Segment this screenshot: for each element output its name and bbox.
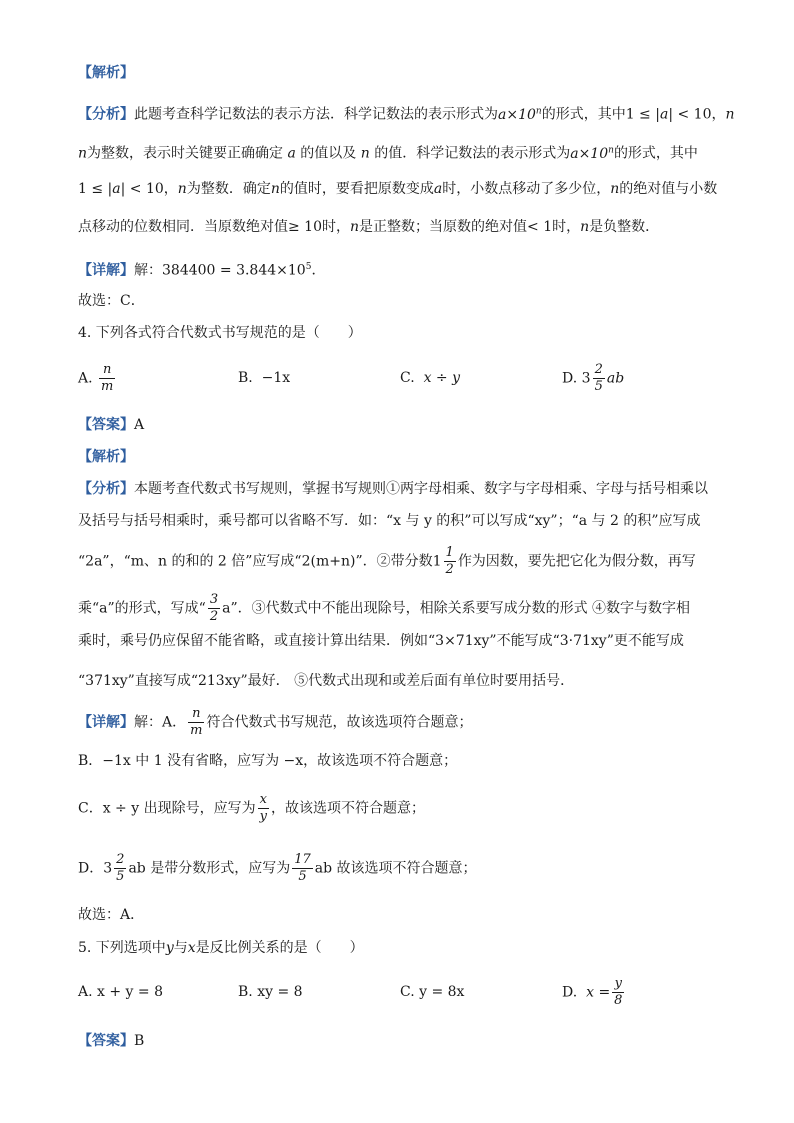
option-label: C. <box>400 370 415 386</box>
text: 的形式，其中 <box>613 145 698 162</box>
text: 为整数，表示时关键要正确确定 <box>87 145 284 162</box>
q5-option-b: B. xy = 8 <box>238 984 303 1000</box>
analysis4-line-6: “371xy”直接写成“213xy”最好． ⑤代数式出现和或差后面有单位时要用括号． <box>78 673 575 689</box>
analysis-line-2: n为整数，表示时关键要正确确定 a 的值以及 n 的值．科学记数法的表示形式为$a\times 10^n$的形式，其中 <box>78 145 698 162</box>
question-4-stem: 4. 下列各式符合代数式书写规范的是（ ） <box>78 325 362 341</box>
text: D． <box>78 860 104 877</box>
text: 的绝对值与小数 <box>619 181 718 197</box>
q5-option-d <box>562 976 626 1009</box>
math-expr: x ÷ y <box>423 370 461 386</box>
question-5-stem: 5. 下列选项中y与x是反比例关系的是（ ） <box>78 940 364 956</box>
q4-option-d: D. 3 $\frac{2}{5}$ ab <box>562 362 625 394</box>
text: a”．③代数式中不能出现除号，相除关系要写成分数的形式 ④数字与数字相 <box>222 600 691 617</box>
text: 的形式，其中 <box>541 106 626 123</box>
text: 本题考查代数式书写规则，掌握书写规则①两字母相乘、数字与字母相乘、字母与括号相乘以 <box>134 481 708 497</box>
daan-tag: 【答案】 <box>78 417 134 433</box>
answer-value: A <box>134 417 145 433</box>
text: 作为因数，要先把它化为假分数，再写 <box>457 553 696 570</box>
analysis-line-3: 1 ≤ |a| < 10，n为整数．确定n的值时，要看把原数变成a时，小数点移动了多少位，n的绝对值与小数 <box>78 181 718 197</box>
answer-value: B <box>134 1033 145 1049</box>
analysis4-line-3: “2a”，“m、n 的和的 2 倍”应写成“2(m+n)”．②带分数1 $\frac{1}{2}$ 作为因数，要先把它化为假分数，再写 <box>78 545 696 577</box>
text: ， <box>163 181 178 197</box>
xiangjie-tag: 【详解】 <box>78 262 134 279</box>
exponent: 5 <box>305 262 312 272</box>
fraction-3-2: $\frac{3}{2}$ <box>209 592 219 624</box>
text: 点移动的位数相同．当原数绝对值 <box>78 219 288 235</box>
choose-line-2: 故选：A． <box>78 907 145 923</box>
fraction-y-8: $\frac{y}{8}$ <box>614 976 623 1008</box>
q4-option-c <box>400 370 460 386</box>
fraction-2-5: $\frac{2}{5}$ <box>594 362 603 394</box>
xiangjie-tag: 【详解】 <box>78 714 134 731</box>
fraction-n-m: $\frac{n}{m}$ <box>101 362 114 394</box>
text: 时，小数点移动了多少位， <box>442 181 611 197</box>
text: 是反比例关系的是（ ） <box>195 940 364 956</box>
fenxi-tag: 【分析】 <box>78 106 134 123</box>
text: 时， <box>552 219 581 235</box>
text: “2a”，“m、n 的和的 2 倍”应写成“2(m+n)”．②带分数 <box>78 553 433 570</box>
fraction-1-2: $\frac{1}{2}$ <box>445 545 454 577</box>
option-label: B. <box>238 370 253 386</box>
analysis4-line-5: 乘时，乘号仍应保留不能省略，或直接计算出结果．例如“3×71xy”不能写成“3·71xy”更不能写成 <box>78 633 684 649</box>
detail4-b: B．−1x 中 1 没有省略，应写为 −x，故该选项不符合题意； <box>78 753 458 769</box>
math-expr: 384400 = 3.844×10 <box>162 262 306 279</box>
fraction-17-5: $\frac{17}{5}$ <box>294 852 311 884</box>
q4-option-b <box>238 370 290 386</box>
text: 此题考查科学记数法的表示方法．科学记数法的表示形式为 <box>134 106 498 123</box>
text: 是负整数． <box>589 219 660 235</box>
fraction-n-m: $\frac{n}{m}$ <box>190 706 203 738</box>
q5-option-c: C. y = 8x <box>400 984 465 1000</box>
detail4-d: D．3 $\frac{2}{5}$ ab 是带分数形式，应写为 $\frac{17}{5}$ ab 故该选项不符合题意； <box>78 852 477 884</box>
answer-5 <box>78 1030 144 1052</box>
daan-tag: 【答案】 <box>78 1033 134 1049</box>
text: 的值时，要看把原数变成 <box>279 181 434 197</box>
text: 为整数．确定 <box>186 181 271 197</box>
option-label: A. <box>78 370 93 387</box>
text: ab 故该选项不符合题意； <box>314 860 477 877</box>
analysis-line-1: 【分析】此题考查科学记数法的表示方法．科学记数法的表示形式为$a\times 10^n$的形式，其中1 ≤ |a| < 10，n <box>78 106 735 123</box>
text: 的值．科学记数法的表示形式为 <box>374 145 571 162</box>
text: 的值以及 <box>300 145 357 162</box>
fraction-x-y: $\frac{x}{y}$ <box>259 792 267 824</box>
option-label: D. <box>562 984 578 1001</box>
answer-4 <box>78 414 144 436</box>
analysis4-line-1 <box>78 478 708 500</box>
text: 是正整数；当原数的绝对值 <box>359 219 528 235</box>
analysis-header: 【解析】 <box>78 65 134 81</box>
analysis4-line-2: 及括号与括号相乘时，乘号都可以省略不写．如：“x 与 y 的积”可以写成“xy”；“a 与 2 的积”应写成 <box>78 513 701 529</box>
text: 与 <box>173 940 188 956</box>
detail4-c <box>78 792 425 825</box>
option-label: D. <box>562 370 578 387</box>
text: 乘“a”的形式，写成“ <box>78 600 206 617</box>
analysis-header-2: 【解析】 <box>78 449 134 465</box>
detail-line: 【详解】解：$384400 = 3.844\times 10^5$． <box>78 262 326 279</box>
text: 符合代数式书写规范，故该选项符合题意； <box>206 714 473 731</box>
math-a10n: $a\times 10^n$ <box>498 106 542 123</box>
text: 5. 下列选项中 <box>78 940 166 956</box>
text: 解： <box>134 262 162 279</box>
text: 解：A． <box>134 714 187 731</box>
math-expr: x = <box>586 984 611 1001</box>
text: ， <box>711 106 726 123</box>
choose-line-1: 故选：C． <box>78 293 145 309</box>
text: C．x ÷ y 出现除号，应写为 <box>78 800 256 817</box>
fenxi-tag: 【分析】 <box>78 481 134 497</box>
detail4-a <box>78 706 472 739</box>
fraction-2-5: $\frac{2}{5}$ <box>116 852 125 884</box>
text: 时， <box>322 219 350 235</box>
q5-option-a: A. x + y = 8 <box>78 984 163 1000</box>
text: ab 是带分数形式，应写为 <box>128 860 291 877</box>
analysis4-line-4 <box>78 592 690 625</box>
math-range: 1 ≤ |a| < 10 <box>625 106 712 123</box>
math-expr: −1x <box>261 370 291 386</box>
text: ，故该选项不符合题意； <box>270 800 425 817</box>
analysis-line-4: 点移动的位数相同．当原数绝对值≥ 10时，n是正整数；当原数的绝对值< 1时，n是负整数． <box>78 219 660 235</box>
q4-option-a <box>78 362 117 395</box>
